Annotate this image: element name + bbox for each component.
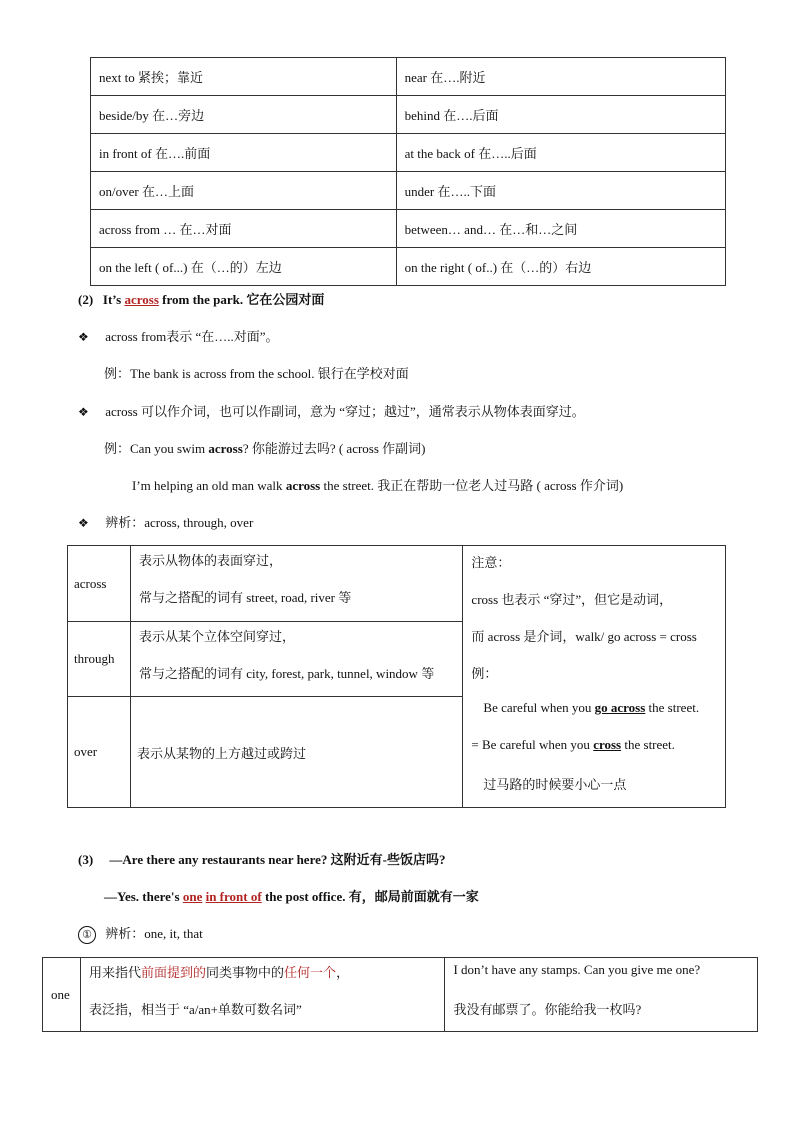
prep-cell: on the right ( of..) 在（…的）右边 [396, 248, 725, 286]
note-pre: = Be careful when you [471, 737, 594, 752]
section-2-pre: It’s [102, 292, 125, 307]
heading-text: 辨析：one, it, that [105, 926, 203, 941]
note-line: 而 across 是介词，walk/ go across = cross [471, 629, 697, 644]
one-desc [80, 958, 444, 1032]
prepositions-table [90, 57, 726, 286]
compare-desc [130, 622, 462, 697]
prep-cell: at the back of 在…..后面 [396, 134, 725, 172]
prep-row [91, 58, 726, 96]
note-post: the street. [645, 700, 700, 715]
prep-cell: behind 在….后面 [396, 96, 725, 134]
desc-line: 表示从某个立体空间穿过， [138, 629, 295, 644]
answer-post: the post office. 有，邮局前面就有一家 [261, 889, 479, 904]
prep-row [91, 134, 726, 172]
prep-cell: next to 紧挨；靠近 [91, 58, 397, 96]
prep-cell: under 在…..下面 [396, 172, 725, 210]
keyword-across: across [124, 292, 159, 307]
compare-note [463, 546, 726, 808]
prep-row [91, 248, 726, 286]
desc-mid: 同类事物 [206, 965, 259, 980]
note-line: 过马路的时候要小心一点 [483, 777, 627, 792]
desc-line: 表示从某物的上方越过或跨过 [136, 745, 306, 761]
one-example [445, 958, 758, 1032]
desc-line-1 [89, 962, 349, 981]
note-pre: Be careful when you [483, 700, 595, 715]
compare-table [67, 545, 726, 808]
note-key: cross [593, 737, 622, 752]
prep-cell: on/over 在…上面 [91, 172, 397, 210]
section-2-post: from the park. 它在公园对面 [158, 292, 325, 307]
note-line: cross 也表示 “穿过”，但它是动词， [471, 592, 673, 607]
desc-mid2: 中的 [258, 965, 285, 980]
section-2-heading [78, 289, 324, 308]
answer-key-in-front-of: in front of [205, 889, 262, 904]
note-post: the street. [621, 737, 675, 752]
note-line: 例： [471, 666, 498, 681]
diamond-bullet-icon: ❖ [78, 330, 89, 344]
example-3 [132, 475, 623, 494]
section-3-question [78, 849, 445, 868]
answer-key-one: one [182, 889, 203, 904]
section-4-heading [78, 923, 203, 944]
bullet-compare [78, 512, 253, 531]
question-text: —Are there any restaurants near here? 这附近有-些饭店吗? [109, 852, 446, 867]
desc-red: 前面提到的 [141, 965, 207, 980]
example-zh: 我没有邮票了。你能给我一枚吗? [453, 1002, 642, 1017]
bullet-text: 辨析：across, through, over [105, 515, 254, 530]
prep-cell: between… and… 在…和…之间 [396, 210, 725, 248]
prep-cell: beside/by 在…旁边 [91, 96, 397, 134]
note-key: go across [594, 700, 646, 715]
answer-pre: —Yes. there's [104, 889, 183, 904]
desc-line: 常与之搭配的词有 city, forest, park, tunnel, window 等 [138, 666, 435, 681]
bullet-across-usage [78, 401, 585, 420]
bullet-text: across from表示 “在…..对面”。 [105, 329, 279, 344]
compare-word: over [68, 697, 131, 808]
desc-line: 常与之搭配的词有 street, road, river 等 [138, 590, 352, 605]
compare-desc [130, 546, 462, 622]
bullet-across-from [78, 326, 279, 345]
bullet-text: across 可以作介词，也可以作副词，意为 “穿过；越过”，通常表示从物体表面穿过。 [105, 404, 585, 419]
prep-row [91, 172, 726, 210]
example-1: 例：The bank is across from the school. 银行在学校对面 [104, 366, 409, 381]
example-en: I don’t have any stamps. Can you give me one? [453, 962, 701, 977]
desc-post: ， [336, 965, 350, 980]
prep-cell: in front of 在….前面 [91, 134, 397, 172]
example-pre: 例：Can you swim [104, 441, 209, 456]
note-title: 注意： [471, 555, 511, 570]
example-post: ? 你能游过去吗? ( across 作副词) [242, 441, 426, 456]
prep-cell: near 在….附近 [396, 58, 725, 96]
example-2 [104, 438, 426, 457]
desc-pre: 用来指代 [88, 965, 141, 980]
example-key: across [285, 478, 321, 493]
one-table [42, 957, 758, 1032]
note-example [471, 737, 675, 753]
diamond-bullet-icon: ❖ [78, 405, 89, 419]
note-example [483, 700, 699, 716]
section-number: (2) [78, 292, 94, 307]
circled-number-icon: ① [78, 926, 96, 944]
example-post: the street. 我正在帮助一位老人过马路 ( across 作介词) [320, 478, 624, 493]
section-3-answer [104, 886, 479, 905]
one-word: one [43, 958, 81, 1032]
compare-word: through [68, 622, 131, 697]
prep-row [91, 210, 726, 248]
example-key: across [208, 441, 243, 456]
compare-desc [130, 697, 462, 808]
diamond-bullet-icon: ❖ [78, 516, 89, 530]
compare-word: across [68, 546, 131, 622]
desc-red: 任何一个 [284, 965, 337, 980]
prep-row [91, 96, 726, 134]
prep-cell: across from … 在…对面 [91, 210, 397, 248]
desc-line: 表示从物体的表面穿过， [138, 553, 282, 568]
example-pre: I’m helping an old man walk [132, 478, 286, 493]
desc-line-2: 表泛指，相当于 “a/an+单数可数名词” [88, 1002, 302, 1017]
section-number: (3) [78, 852, 94, 867]
prep-cell: on the left ( of...) 在（…的）左边 [91, 248, 397, 286]
